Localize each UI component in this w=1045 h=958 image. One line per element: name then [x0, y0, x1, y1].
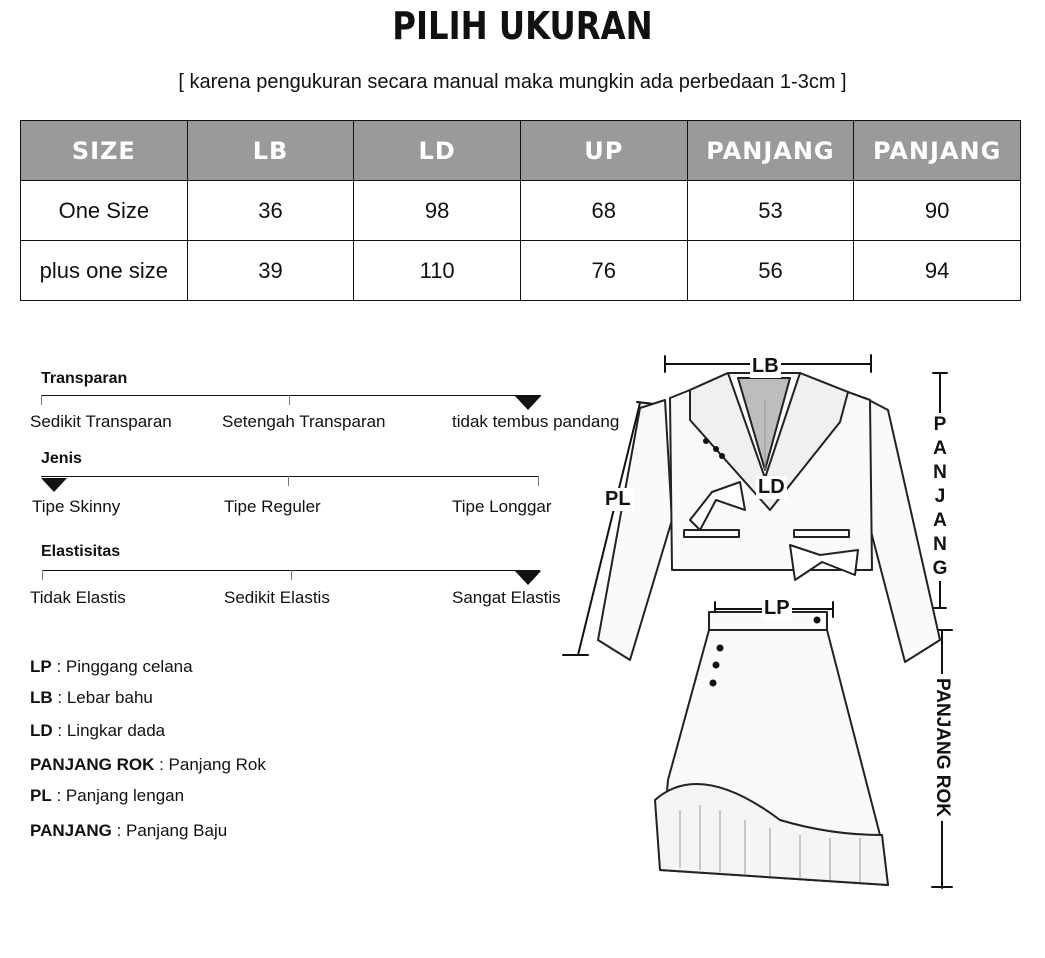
- letter: N: [933, 462, 947, 483]
- scale-label: Setengah Transparan: [222, 412, 386, 431]
- scale-track: [41, 476, 539, 477]
- legend-abbr: LP: [30, 657, 52, 676]
- scale-tick: [41, 395, 42, 405]
- scale-label: Tipe Longgar: [452, 497, 552, 516]
- legend-abbr: PANJANG ROK: [30, 755, 155, 774]
- table-cell: 53: [687, 181, 854, 241]
- legend-desc: : Pinggang celana: [51, 657, 193, 676]
- scale-label: Sedikit Transparan: [30, 412, 172, 431]
- scale-tick: [538, 476, 539, 486]
- legend-desc: : Lebar bahu: [52, 688, 153, 707]
- table-cell: 36: [187, 181, 354, 241]
- table-cell: 76: [520, 241, 687, 301]
- label-lp: LP: [764, 597, 790, 619]
- scale-title: Transparan: [41, 370, 128, 387]
- scale-label: Sangat Elastis: [452, 588, 561, 607]
- scale-label: tidak tembus pandang: [452, 412, 620, 431]
- legend-desc: : Panjang lengan: [51, 786, 185, 805]
- scale-label: Tidak Elastis: [30, 588, 126, 607]
- letter: G: [932, 558, 948, 579]
- page-title: PILIH UKURAN: [392, 4, 653, 48]
- label-lb: LB: [752, 355, 779, 377]
- selected-marker-icon: [41, 478, 67, 492]
- legend-item-panjang-rok: [30, 755, 266, 775]
- legend-desc: : Lingkar dada: [52, 721, 166, 740]
- label-panjang: [930, 413, 950, 581]
- column-header-size: SIZE: [21, 121, 188, 181]
- scale-tick: [291, 570, 292, 580]
- legend-abbr: PANJANG: [30, 821, 112, 840]
- table-cell: 68: [520, 181, 687, 241]
- scale-label: Sedikit Elastis: [224, 588, 330, 607]
- selected-marker-icon: [515, 571, 541, 585]
- legend-item-panjang: [30, 821, 227, 841]
- table-row: [21, 181, 1021, 241]
- scale-label: Tipe Reguler: [224, 497, 321, 516]
- scale-title: Elastisitas: [41, 543, 121, 560]
- label-panjang-rok: PANJANG ROK: [931, 674, 953, 821]
- scale-tick: [42, 570, 43, 580]
- letter: J: [934, 486, 946, 507]
- letter: A: [933, 438, 947, 459]
- jacket-skirt-illustration-icon: [560, 340, 980, 900]
- scale-title: Jenis: [41, 450, 82, 467]
- table-cell: plus one size: [21, 241, 188, 301]
- table-cell: 56: [687, 241, 854, 301]
- table-cell: 90: [854, 181, 1021, 241]
- table-cell: 39: [187, 241, 354, 301]
- column-header-panjang: PANJANG: [687, 121, 854, 181]
- column-header-lb: LB: [187, 121, 354, 181]
- table-cell: 110: [354, 241, 521, 301]
- table-cell: One Size: [21, 181, 188, 241]
- column-header-ld: LD: [354, 121, 521, 181]
- legend-item-lb: [30, 688, 153, 708]
- size-table: [20, 120, 1021, 301]
- legend-desc: : Panjang Baju: [111, 821, 228, 840]
- table-cell: 98: [354, 181, 521, 241]
- scale-tick: [288, 476, 289, 486]
- letter: P: [933, 414, 947, 435]
- table-cell: 94: [854, 241, 1021, 301]
- measurement-note: [ karena pengukuran secara manual maka mungkin ada perbedaan 1-3cm ]: [178, 71, 847, 93]
- selected-marker-icon: [515, 396, 541, 410]
- legend-abbr: LB: [30, 688, 53, 707]
- legend-abbr: PL: [30, 786, 52, 805]
- table-row: [21, 241, 1021, 301]
- scale-label: Tipe Skinny: [32, 497, 121, 516]
- legend-item-pl: [30, 786, 184, 806]
- label-pl: PL: [605, 488, 631, 510]
- scale-track: [41, 395, 541, 396]
- table-header-row: [21, 121, 1021, 181]
- letter: N: [933, 534, 947, 555]
- legend-desc: : Panjang Rok: [154, 755, 266, 774]
- column-header-panjang-2: PANJANG: [854, 121, 1021, 181]
- scale-tick: [289, 395, 290, 405]
- garment-measurement-diagram: [560, 340, 980, 900]
- legend-item-lp: [30, 657, 193, 677]
- legend-abbr: LD: [30, 721, 53, 740]
- legend-item-ld: [30, 721, 165, 741]
- letter: A: [933, 510, 947, 531]
- column-header-up: UP: [520, 121, 687, 181]
- label-ld: LD: [758, 476, 785, 498]
